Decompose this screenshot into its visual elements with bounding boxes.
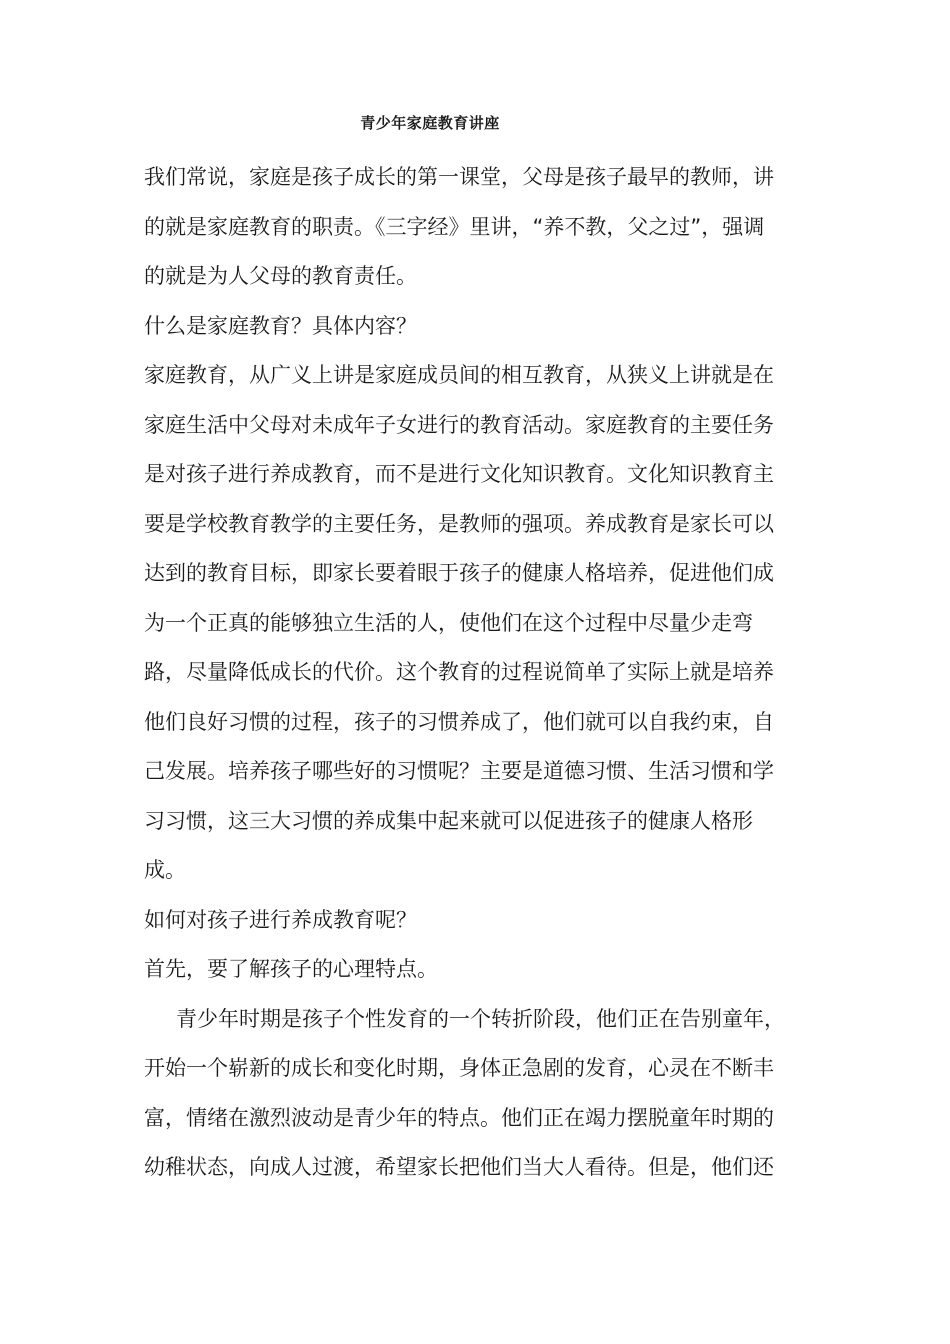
text-line: 幼稚状态，向成人过渡，希望家长把他们当大人看待。但是，他们还 (144, 1155, 774, 1179)
text-line: 成。 (144, 858, 186, 882)
text-line: 习习惯，这三大习惯的养成集中起来就可以促进孩子的健康人格形 (144, 808, 753, 833)
text-line: 青少年时期是孩子个性发育的一个转折阶段，他们正在告别童年， (176, 1006, 785, 1031)
text-line: 达到的教育目标，即家长要着眼于孩子的健康人格培养，促进他们成 (144, 561, 774, 585)
text-line: 为一个正真的能够独立生活的人，使他们在这个过程中尽量少走弯 (144, 610, 753, 635)
text-line: 家庭生活中父母对未成年子女进行的教育活动。家庭教育的主要任务 (144, 412, 774, 437)
text-line: 是对孩子进行养成教育，而不是进行文化知识教育。文化知识教育主 (144, 462, 774, 486)
text-line: 富，情绪在激烈波动是青少年的特点。他们正在竭力摆脱童年时期的 (144, 1105, 774, 1130)
text-line: 开始一个崭新的成长和变化时期，身体正急剧的发育，心灵在不断丰 (144, 1056, 774, 1080)
text-line: 己发展。培养孩子哪些好的习惯呢？主要是道德习惯、生活习惯和学 (144, 759, 774, 783)
text-line: 我们常说，家庭是孩子成长的第一课堂，父母是孩子最早的教师，讲 (144, 165, 774, 189)
text-line: 的就是为人父母的教育责任。 (144, 264, 417, 288)
text-line: 要是学校教育教学的主要任务，是教师的强项。养成教育是家长可以 (144, 511, 774, 536)
section-question: 什么是家庭教育？具体内容？ (144, 313, 417, 338)
text-line: 路，尽量降低成长的代价。这个教育的过程说简单了实际上就是培养 (144, 660, 774, 684)
document-title: 青少年家庭教育讲座 (360, 114, 500, 132)
document-body (144, 153, 824, 1193)
text-line: 他们良好习惯的过程，孩子的习惯养成了，他们就可以自我约束，自 (144, 709, 774, 734)
text-line: 的就是家庭教育的职责。《三字经》里讲，“养不教，父之过”，强调 (144, 214, 765, 239)
text-line: 家庭教育，从广义上讲是家庭成员间的相互教育，从狭义上讲就是在 (144, 363, 774, 387)
section-question: 如何对孩子进行养成教育呢？ (144, 907, 417, 932)
section-heading: 首先，要了解孩子的心理特点。 (144, 957, 438, 981)
